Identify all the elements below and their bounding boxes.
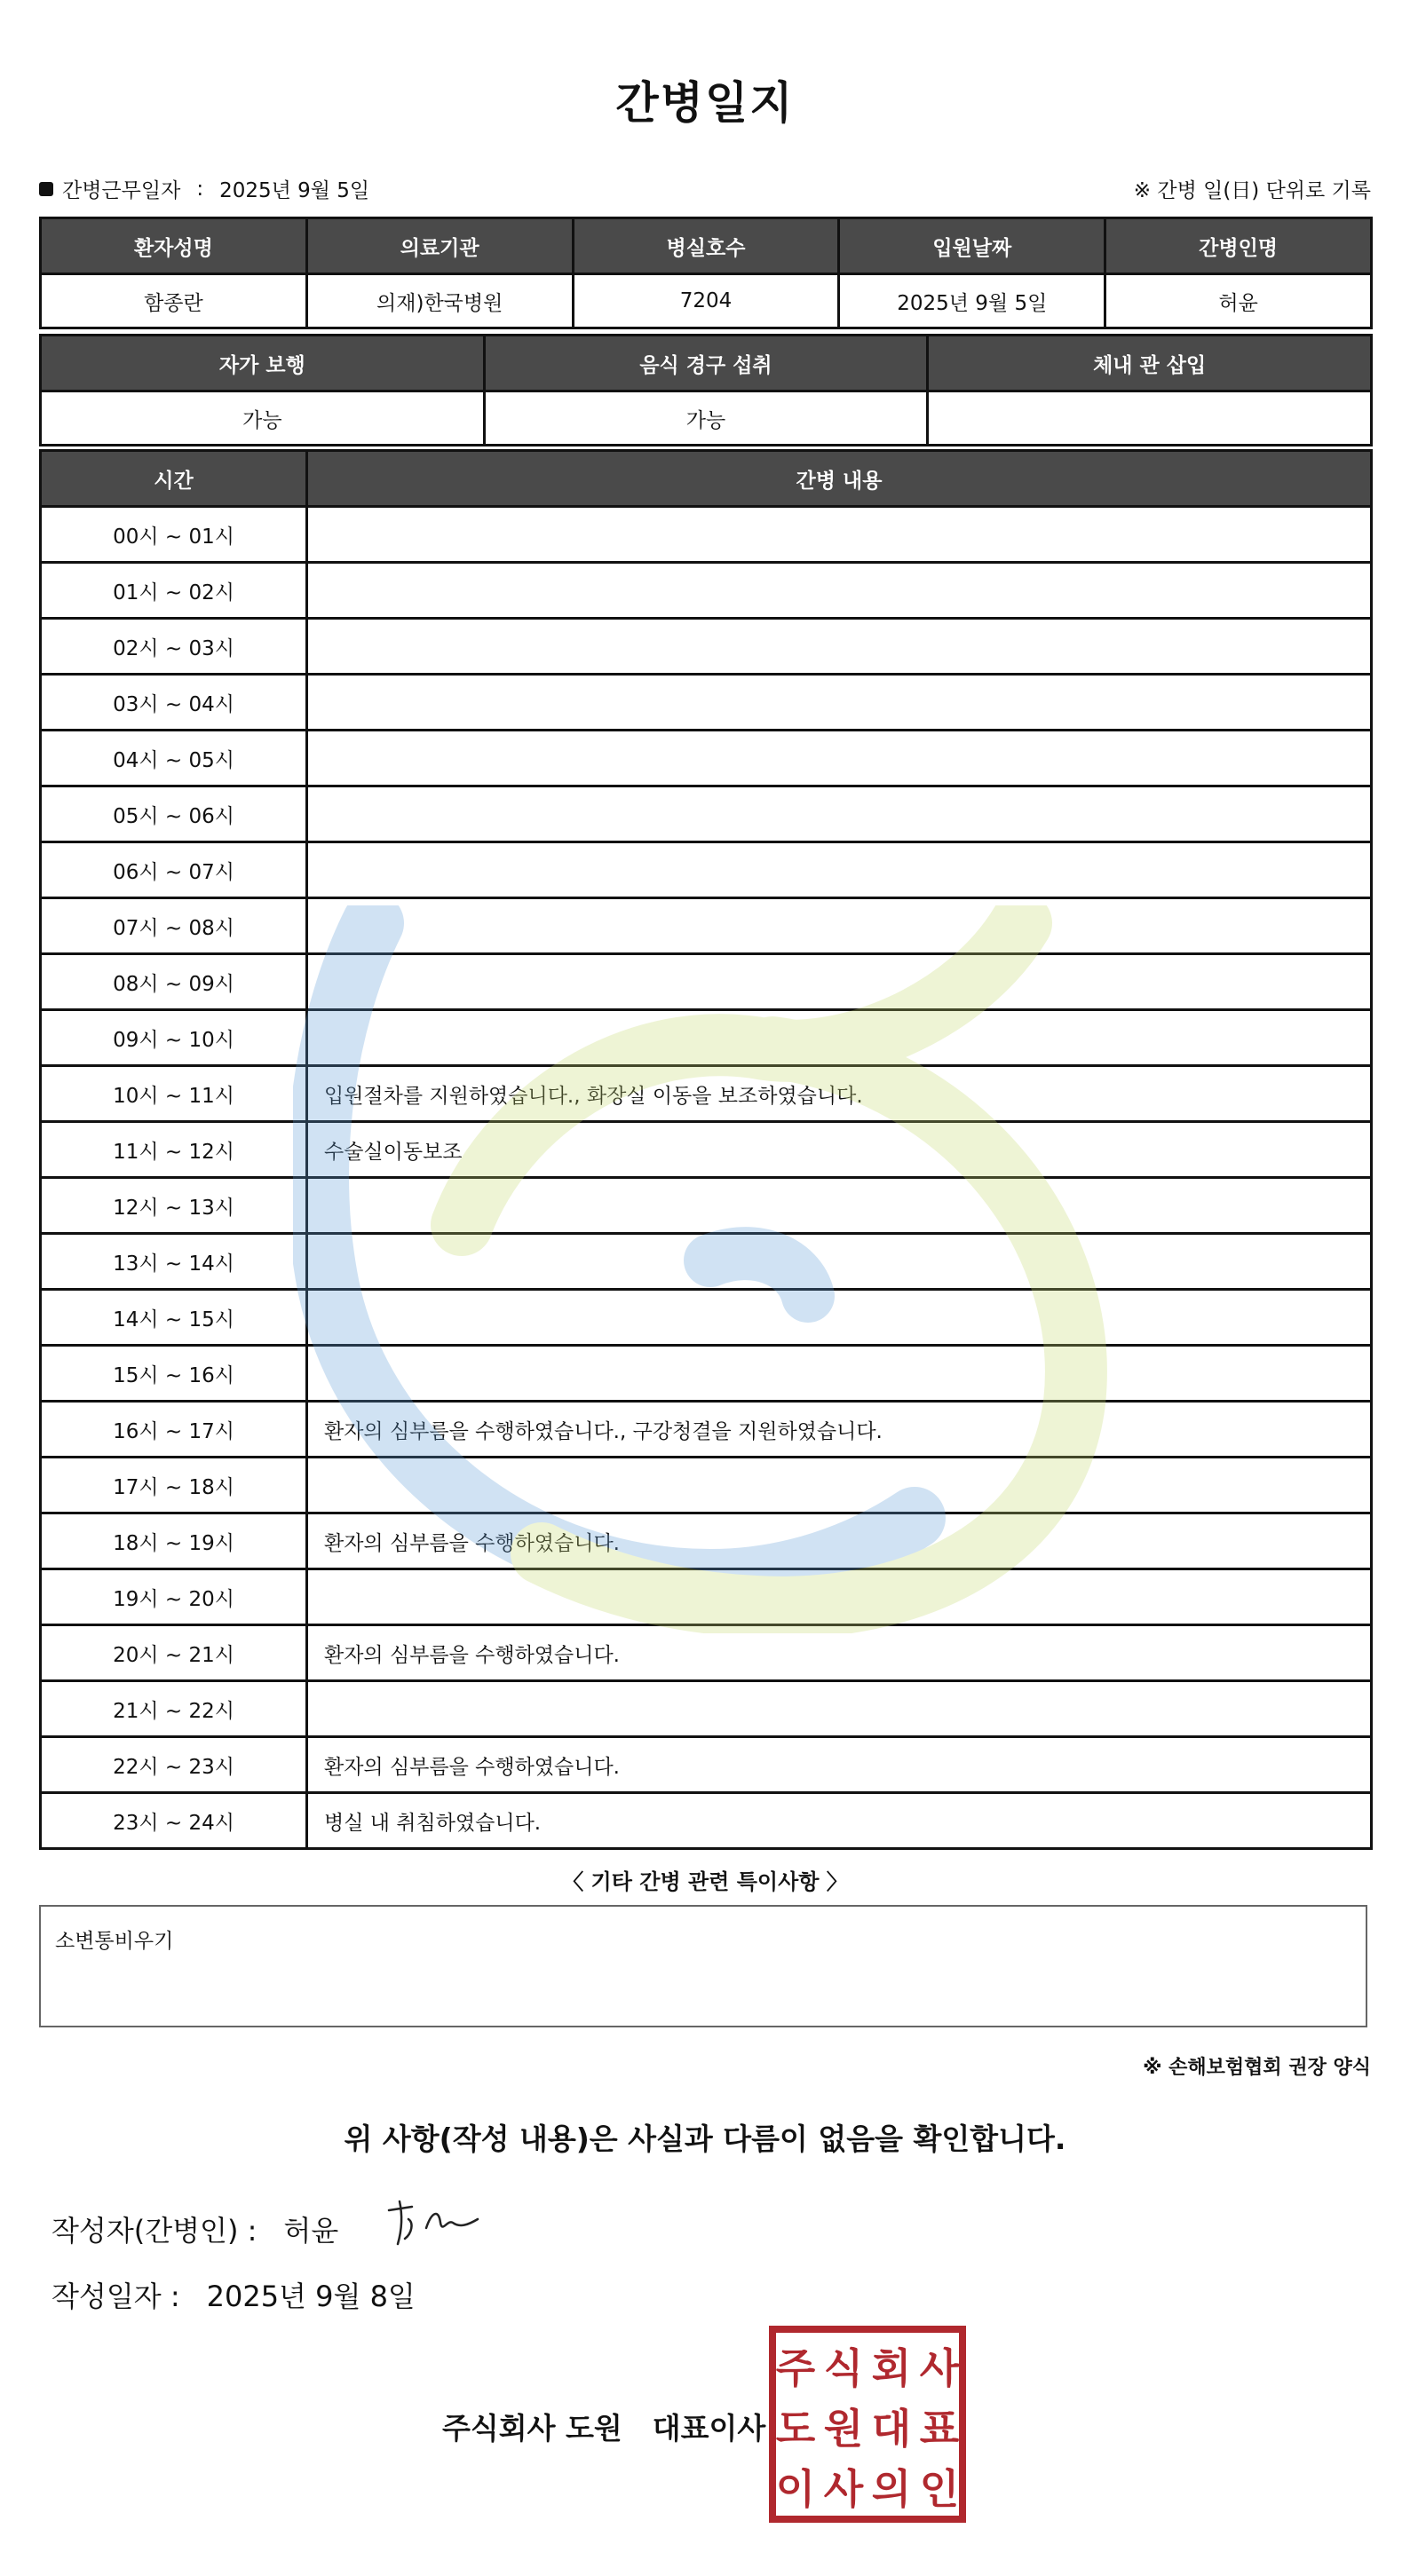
care-log-content: 병실 내 취침하였습니다. [307,1793,1372,1849]
care-log-time: 15시 ~ 16시 [41,1346,307,1402]
care-log-time: 03시 ~ 04시 [41,675,307,731]
company-seal-stamp [767,2324,968,2525]
work-date-line [39,174,369,203]
care-log-row [41,675,1372,731]
seal-character: 인 [919,2465,960,2513]
patient-info-value-row [41,274,1372,328]
care-log-time: 04시 ~ 05시 [41,731,307,786]
care-log-content [307,563,1372,619]
header-self-walking: 자가 보행 [41,336,485,391]
care-log-time: 06시 ~ 07시 [41,842,307,898]
care-log-time: 00시 ~ 01시 [41,507,307,563]
header-room-number: 병실호수 [573,218,839,274]
header-admission-date: 입원날짜 [839,218,1105,274]
care-log-content: 환자의 심부름을 수행하였습니다. [307,1737,1372,1793]
care-log-time: 19시 ~ 20시 [41,1569,307,1625]
patient-info-table [39,217,1373,329]
care-log-time: 02시 ~ 03시 [41,619,307,675]
care-log-row [41,1793,1372,1849]
seal-character: 주 [775,2344,816,2392]
caregiver-name-value: 허윤 [1105,274,1372,328]
room-number-value: 7204 [573,274,839,328]
care-log-content [307,1569,1372,1625]
patient-status-table [39,334,1373,446]
care-log-time: 10시 ~ 11시 [41,1066,307,1122]
written-date-label: 작성일자 : [51,2280,180,2313]
header-oral-intake: 음식 경구 섭취 [484,336,928,391]
header-institution: 의료기관 [306,218,573,274]
document-title: 간병일지 [615,77,795,129]
care-log-content: 입원절차를 지원하였습니다., 화장실 이동을 보조하였습니다. [307,1066,1372,1122]
work-date-label: 간병근무일자 [62,179,181,202]
care-log-row [41,563,1372,619]
care-log-table [39,449,1373,1850]
care-log-time: 14시 ~ 15시 [41,1290,307,1346]
special-notes-box [39,1905,1367,2027]
care-log-content [307,1234,1372,1290]
care-log-content [307,1346,1372,1402]
care-log-time: 18시 ~ 19시 [41,1513,307,1569]
seal-character: 회 [871,2344,912,2392]
company-signoff [442,2406,765,2447]
care-log-time: 07시 ~ 08시 [41,898,307,954]
care-log-row [41,1681,1372,1737]
care-log-header-row [41,451,1372,507]
care-log-time: 13시 ~ 14시 [41,1234,307,1290]
care-log-time: 22시 ~ 23시 [41,1737,307,1793]
tube-insertion-value [928,391,1372,446]
care-log-time: 23시 ~ 24시 [41,1793,307,1849]
care-log-time: 21시 ~ 22시 [41,1681,307,1737]
care-log-row [41,1737,1372,1793]
special-notes-title: 〈 기타 간병 관련 특이사항 〉 [562,1869,848,1894]
care-log-time: 20시 ~ 21시 [41,1625,307,1681]
care-log-row [41,786,1372,842]
care-log-content: 수술실이동보조 [307,1122,1372,1178]
special-notes-content: 소변통비우기 [55,1930,174,1953]
care-log-content [307,842,1372,898]
care-log-row [41,1402,1372,1458]
written-date-value: 2025년 9월 8일 [206,2280,416,2313]
care-log-row [41,1625,1372,1681]
care-log-time: 17시 ~ 18시 [41,1458,307,1513]
care-log-time: 11시 ~ 12시 [41,1122,307,1178]
care-log-content [307,898,1372,954]
care-log-time: 16시 ~ 17시 [41,1402,307,1458]
company-ceo-title: 대표이사 [652,2411,766,2446]
writer-label: 작성자(간병인) : [51,2214,257,2248]
care-log-row [41,898,1372,954]
care-log-content [307,1290,1372,1346]
header-time: 시간 [41,451,307,507]
care-log-row [41,1569,1372,1625]
care-log-time: 12시 ~ 13시 [41,1178,307,1234]
care-log-row [41,954,1372,1010]
care-log-content [307,1178,1372,1234]
seal-character: 도 [775,2405,816,2453]
care-log-row [41,1066,1372,1122]
care-log-row [41,619,1372,675]
seal-character: 원 [823,2405,864,2453]
care-log-row [41,1178,1372,1234]
admission-date-value: 2025년 9월 5일 [839,274,1105,328]
care-log-row [41,1010,1372,1066]
care-log-row [41,1290,1372,1346]
care-log-content [307,731,1372,786]
care-log-time: 01시 ~ 02시 [41,563,307,619]
self-walking-value: 가능 [41,391,485,446]
care-log-row [41,1234,1372,1290]
institution-value: 의재)한국병원 [306,274,573,328]
work-date-separator: : [196,177,204,201]
patient-name-value: 함종란 [41,274,307,328]
writer-name: 허윤 [283,2214,339,2248]
seal-character: 이 [775,2465,816,2513]
care-log-row [41,1513,1372,1569]
care-log-row [41,1346,1372,1402]
header-caregiver-name: 간병인명 [1105,218,1372,274]
square-bullet-icon [39,182,53,196]
care-log-row [41,1458,1372,1513]
care-log-content [307,1010,1372,1066]
care-log-time: 08시 ~ 09시 [41,954,307,1010]
care-log-content [307,507,1372,563]
confirmation-statement: 위 사항(작성 내용)은 사실과 다름이 없음을 확인합니다. [344,2122,1066,2156]
seal-character: 사 [919,2344,960,2392]
unit-note: ※ 간병 일(日) 단위로 기록 [1133,179,1371,202]
care-log-content [307,1681,1372,1737]
seal-character: 사 [823,2465,864,2513]
care-log-content [307,954,1372,1010]
seal-character: 식 [823,2344,864,2392]
handwritten-signature [382,2193,488,2249]
seal-character: 의 [871,2465,912,2513]
care-log-content [307,786,1372,842]
oral-intake-value: 가능 [484,391,928,446]
recommended-form-note: ※ 손해보험협회 권장 양식 [1143,2057,1371,2079]
writer-line [51,2209,338,2249]
patient-status-header-row [41,336,1372,391]
seal-character: 표 [919,2405,960,2453]
seal-character: 대 [871,2405,912,2453]
care-log-content: 환자의 심부름을 수행하였습니다., 구강청결을 지원하였습니다. [307,1402,1372,1458]
care-log-content [307,1458,1372,1513]
care-log-content: 환자의 심부름을 수행하였습니다. [307,1513,1372,1569]
care-log-content [307,619,1372,675]
header-patient-name: 환자성명 [41,218,307,274]
header-care-content: 간병 내용 [307,451,1372,507]
care-log-row [41,1122,1372,1178]
care-log-time: 09시 ~ 10시 [41,1010,307,1066]
care-log-time: 05시 ~ 06시 [41,786,307,842]
work-date-value: 2025년 9월 5일 [219,179,370,202]
care-log-row [41,507,1372,563]
written-date-line [51,2274,416,2315]
care-log-content: 환자의 심부름을 수행하였습니다. [307,1625,1372,1681]
company-name: 주식회사 도원 [442,2411,622,2446]
care-log-content [307,675,1372,731]
patient-info-header-row [41,218,1372,274]
patient-status-value-row [41,391,1372,446]
header-tube-insertion: 체내 관 삽입 [928,336,1372,391]
care-log-row [41,731,1372,786]
care-log-row [41,842,1372,898]
